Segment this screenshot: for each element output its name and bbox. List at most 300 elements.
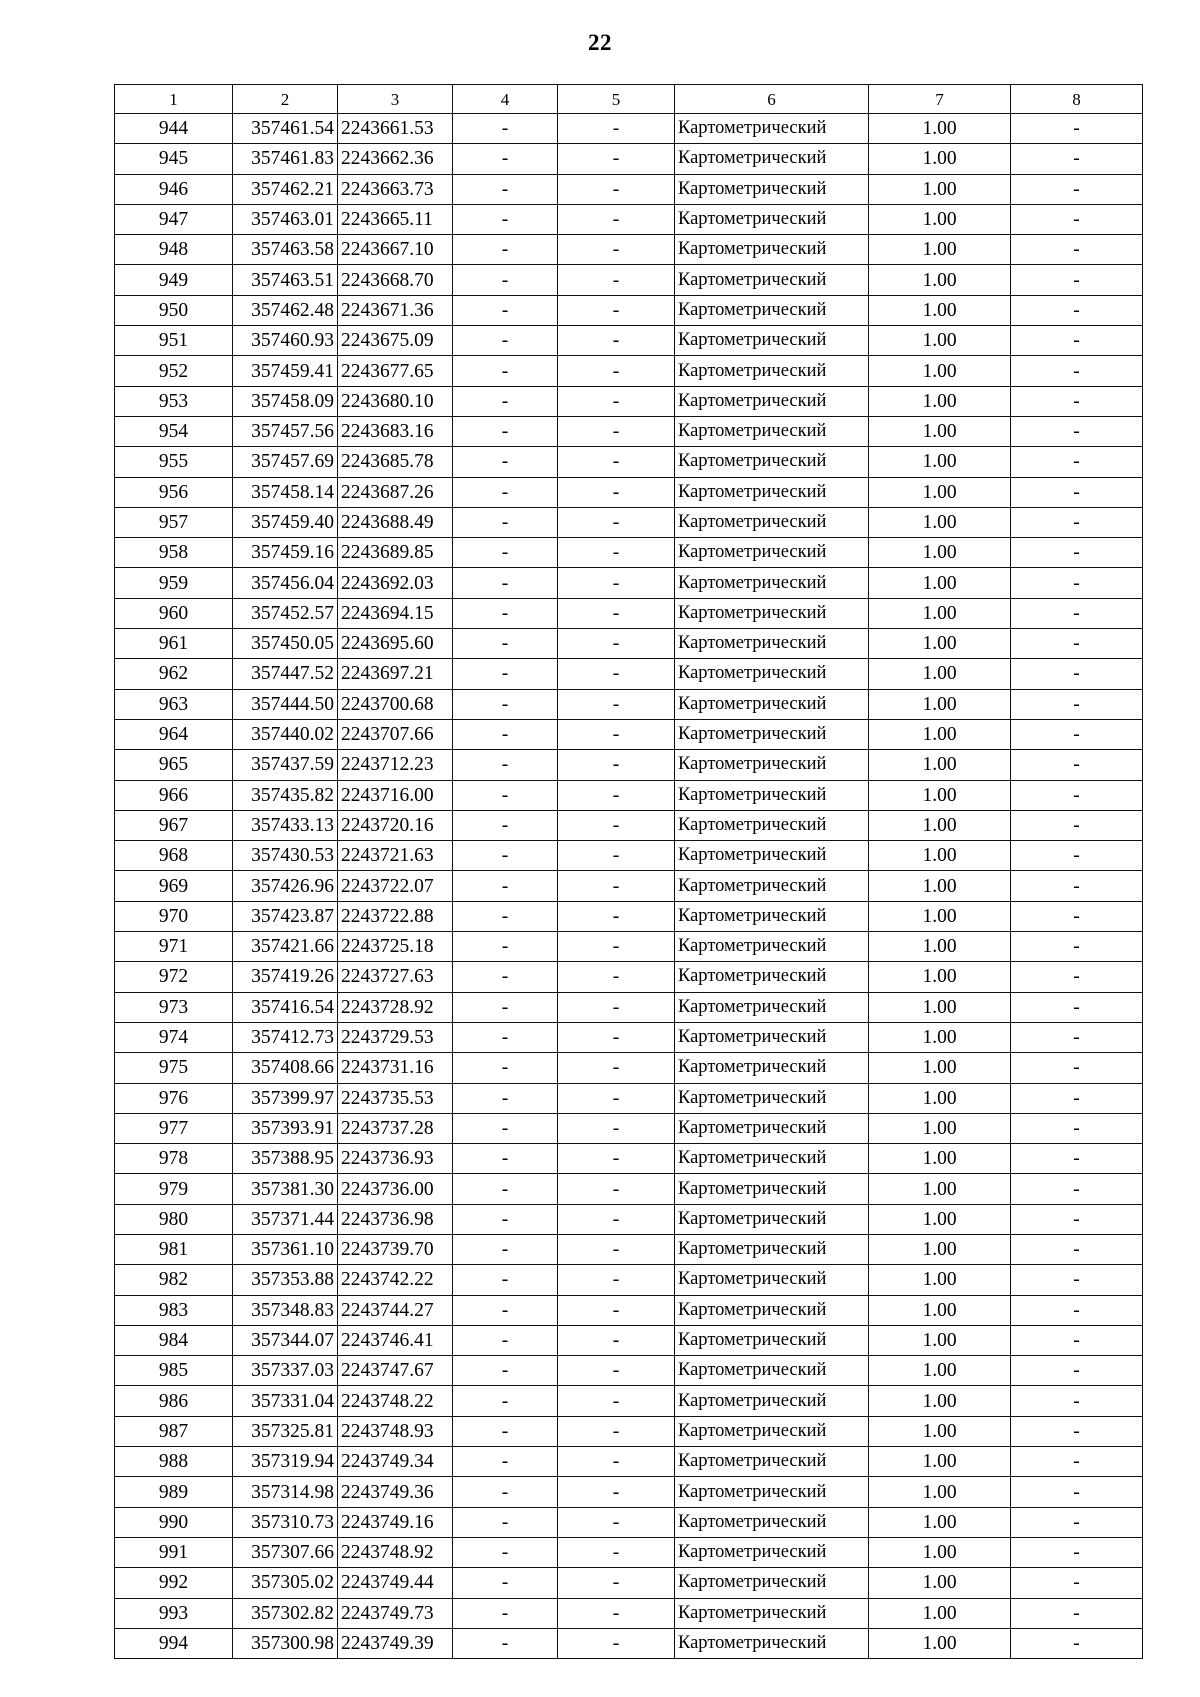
table-row	[115, 477, 1143, 507]
cell-method: Картометрический	[675, 1325, 869, 1355]
table-row	[115, 1477, 1143, 1507]
cell-method: Картометрический	[675, 265, 869, 295]
cell-y-coordinate: 2243667.10	[338, 235, 453, 265]
cell-col-8-value: -	[1011, 477, 1143, 507]
cell-col-4-value: -	[453, 235, 558, 265]
cell-col-8-value: -	[1011, 356, 1143, 386]
cell-method: Картометрический	[675, 447, 869, 477]
cell-accuracy: 1.00	[869, 1053, 1011, 1083]
cell-method: Картометрический	[675, 507, 869, 537]
cell-point-number: 990	[115, 1507, 233, 1537]
cell-point-number: 988	[115, 1447, 233, 1477]
cell-accuracy: 1.00	[869, 871, 1011, 901]
cell-x-coordinate: 357399.97	[233, 1083, 338, 1113]
cell-col-4-value: -	[453, 1416, 558, 1446]
cell-accuracy: 1.00	[869, 629, 1011, 659]
table-row	[115, 1083, 1143, 1113]
cell-x-coordinate: 357412.73	[233, 1022, 338, 1052]
cell-point-number: 966	[115, 780, 233, 810]
cell-col-4-value: -	[453, 932, 558, 962]
cell-col-8-value: -	[1011, 507, 1143, 537]
cell-col-5-value: -	[558, 629, 675, 659]
cell-point-number: 981	[115, 1234, 233, 1264]
cell-y-coordinate: 2243707.66	[338, 719, 453, 749]
cell-col-4-value: -	[453, 962, 558, 992]
table-row	[115, 386, 1143, 416]
cell-point-number: 994	[115, 1628, 233, 1658]
cell-col-5-value: -	[558, 1386, 675, 1416]
cell-point-number: 953	[115, 386, 233, 416]
cell-col-4-value: -	[453, 659, 558, 689]
cell-method: Картометрический	[675, 538, 869, 568]
cell-point-number: 957	[115, 507, 233, 537]
cell-method: Картометрический	[675, 841, 869, 871]
cell-accuracy: 1.00	[869, 1447, 1011, 1477]
cell-x-coordinate: 357461.54	[233, 114, 338, 144]
cell-accuracy: 1.00	[869, 1537, 1011, 1567]
cell-accuracy: 1.00	[869, 750, 1011, 780]
cell-col-5-value: -	[558, 750, 675, 780]
cell-col-5-value: -	[558, 841, 675, 871]
cell-method: Картометрический	[675, 1537, 869, 1567]
cell-accuracy: 1.00	[869, 1507, 1011, 1537]
table-row	[115, 326, 1143, 356]
cell-accuracy: 1.00	[869, 568, 1011, 598]
column-header: 5	[558, 85, 675, 114]
cell-col-4-value: -	[453, 1083, 558, 1113]
cell-y-coordinate: 2243688.49	[338, 507, 453, 537]
table-row	[115, 1628, 1143, 1658]
cell-col-4-value: -	[453, 1113, 558, 1143]
cell-point-number: 958	[115, 538, 233, 568]
cell-method: Картометрический	[675, 1083, 869, 1113]
coordinates-table	[114, 84, 1143, 1659]
cell-method: Картометрический	[675, 901, 869, 931]
table-body	[115, 85, 1143, 1659]
cell-col-8-value: -	[1011, 447, 1143, 477]
cell-x-coordinate: 357314.98	[233, 1477, 338, 1507]
cell-accuracy: 1.00	[869, 1568, 1011, 1598]
cell-col-4-value: -	[453, 1628, 558, 1658]
cell-col-5-value: -	[558, 1265, 675, 1295]
cell-x-coordinate: 357325.81	[233, 1416, 338, 1446]
table-row	[115, 689, 1143, 719]
cell-col-4-value: -	[453, 1507, 558, 1537]
cell-x-coordinate: 357310.73	[233, 1507, 338, 1537]
table-row	[115, 810, 1143, 840]
cell-col-8-value: -	[1011, 1447, 1143, 1477]
cell-col-5-value: -	[558, 1053, 675, 1083]
cell-col-8-value: -	[1011, 568, 1143, 598]
cell-accuracy: 1.00	[869, 659, 1011, 689]
column-header: 2	[233, 85, 338, 114]
cell-point-number: 987	[115, 1416, 233, 1446]
cell-method: Картометрический	[675, 689, 869, 719]
cell-x-coordinate: 357456.04	[233, 568, 338, 598]
cell-method: Картометрический	[675, 235, 869, 265]
cell-method: Картометрический	[675, 1416, 869, 1446]
cell-col-5-value: -	[558, 1568, 675, 1598]
cell-x-coordinate: 357435.82	[233, 780, 338, 810]
cell-y-coordinate: 2243736.00	[338, 1174, 453, 1204]
cell-col-5-value: -	[558, 447, 675, 477]
cell-method: Картометрический	[675, 629, 869, 659]
table-row	[115, 1204, 1143, 1234]
cell-y-coordinate: 2243697.21	[338, 659, 453, 689]
cell-col-8-value: -	[1011, 780, 1143, 810]
cell-y-coordinate: 2243663.73	[338, 174, 453, 204]
cell-col-5-value: -	[558, 871, 675, 901]
table-row	[115, 144, 1143, 174]
cell-accuracy: 1.00	[869, 1174, 1011, 1204]
cell-col-4-value: -	[453, 1022, 558, 1052]
cell-accuracy: 1.00	[869, 326, 1011, 356]
cell-col-5-value: -	[558, 326, 675, 356]
cell-y-coordinate: 2243662.36	[338, 144, 453, 174]
cell-col-4-value: -	[453, 871, 558, 901]
table-row	[115, 265, 1143, 295]
cell-y-coordinate: 2243737.28	[338, 1113, 453, 1143]
cell-col-4-value: -	[453, 992, 558, 1022]
table-row	[115, 1356, 1143, 1386]
cell-col-4-value: -	[453, 1174, 558, 1204]
cell-accuracy: 1.00	[869, 1628, 1011, 1658]
cell-accuracy: 1.00	[869, 1295, 1011, 1325]
cell-x-coordinate: 357300.98	[233, 1628, 338, 1658]
cell-method: Картометрический	[675, 114, 869, 144]
cell-method: Картометрический	[675, 1356, 869, 1386]
cell-col-5-value: -	[558, 1204, 675, 1234]
cell-y-coordinate: 2243716.00	[338, 780, 453, 810]
cell-col-8-value: -	[1011, 235, 1143, 265]
cell-point-number: 952	[115, 356, 233, 386]
table-row	[115, 447, 1143, 477]
cell-col-5-value: -	[558, 144, 675, 174]
cell-method: Картометрический	[675, 598, 869, 628]
cell-col-4-value: -	[453, 1053, 558, 1083]
cell-col-4-value: -	[453, 598, 558, 628]
cell-accuracy: 1.00	[869, 1204, 1011, 1234]
table-header-row	[115, 85, 1143, 114]
cell-col-5-value: -	[558, 1447, 675, 1477]
cell-y-coordinate: 2243700.68	[338, 689, 453, 719]
cell-col-4-value: -	[453, 174, 558, 204]
cell-y-coordinate: 2243687.26	[338, 477, 453, 507]
cell-col-8-value: -	[1011, 144, 1143, 174]
cell-point-number: 960	[115, 598, 233, 628]
cell-col-8-value: -	[1011, 174, 1143, 204]
cell-point-number: 965	[115, 750, 233, 780]
table-row	[115, 841, 1143, 871]
cell-y-coordinate: 2243665.11	[338, 204, 453, 234]
cell-col-5-value: -	[558, 1628, 675, 1658]
cell-accuracy: 1.00	[869, 1386, 1011, 1416]
cell-col-5-value: -	[558, 810, 675, 840]
cell-col-4-value: -	[453, 386, 558, 416]
cell-col-4-value: -	[453, 568, 558, 598]
table-row	[115, 719, 1143, 749]
cell-col-4-value: -	[453, 689, 558, 719]
cell-x-coordinate: 357444.50	[233, 689, 338, 719]
cell-method: Картометрический	[675, 295, 869, 325]
cell-col-5-value: -	[558, 174, 675, 204]
cell-x-coordinate: 357463.51	[233, 265, 338, 295]
cell-accuracy: 1.00	[869, 841, 1011, 871]
table-row	[115, 1022, 1143, 1052]
cell-col-4-value: -	[453, 507, 558, 537]
cell-point-number: 951	[115, 326, 233, 356]
cell-col-8-value: -	[1011, 265, 1143, 295]
table-row	[115, 750, 1143, 780]
cell-col-5-value: -	[558, 1234, 675, 1264]
cell-point-number: 967	[115, 810, 233, 840]
cell-method: Картометрический	[675, 871, 869, 901]
cell-accuracy: 1.00	[869, 719, 1011, 749]
cell-point-number: 962	[115, 659, 233, 689]
cell-y-coordinate: 2243675.09	[338, 326, 453, 356]
cell-col-4-value: -	[453, 1325, 558, 1355]
table-row	[115, 1447, 1143, 1477]
cell-x-coordinate: 357459.16	[233, 538, 338, 568]
cell-col-4-value: -	[453, 1568, 558, 1598]
cell-col-8-value: -	[1011, 1356, 1143, 1386]
cell-col-8-value: -	[1011, 1113, 1143, 1143]
cell-x-coordinate: 357381.30	[233, 1174, 338, 1204]
cell-accuracy: 1.00	[869, 1113, 1011, 1143]
cell-method: Картометрический	[675, 1386, 869, 1416]
cell-point-number: 986	[115, 1386, 233, 1416]
cell-col-4-value: -	[453, 901, 558, 931]
cell-accuracy: 1.00	[869, 447, 1011, 477]
cell-accuracy: 1.00	[869, 356, 1011, 386]
cell-col-8-value: -	[1011, 719, 1143, 749]
cell-y-coordinate: 2243748.22	[338, 1386, 453, 1416]
cell-x-coordinate: 357388.95	[233, 1144, 338, 1174]
cell-y-coordinate: 2243692.03	[338, 568, 453, 598]
cell-col-8-value: -	[1011, 1325, 1143, 1355]
cell-method: Картометрический	[675, 1568, 869, 1598]
cell-col-8-value: -	[1011, 598, 1143, 628]
cell-method: Картометрический	[675, 1234, 869, 1264]
cell-x-coordinate: 357423.87	[233, 901, 338, 931]
cell-method: Картометрический	[675, 1204, 869, 1234]
cell-point-number: 963	[115, 689, 233, 719]
cell-x-coordinate: 357460.93	[233, 326, 338, 356]
cell-accuracy: 1.00	[869, 932, 1011, 962]
cell-col-5-value: -	[558, 1113, 675, 1143]
cell-col-8-value: -	[1011, 932, 1143, 962]
cell-col-5-value: -	[558, 1356, 675, 1386]
cell-y-coordinate: 2243736.98	[338, 1204, 453, 1234]
cell-x-coordinate: 357437.59	[233, 750, 338, 780]
table-row	[115, 1568, 1143, 1598]
cell-point-number: 974	[115, 1022, 233, 1052]
cell-method: Картометрический	[675, 962, 869, 992]
cell-col-8-value: -	[1011, 689, 1143, 719]
cell-col-5-value: -	[558, 1022, 675, 1052]
cell-col-8-value: -	[1011, 326, 1143, 356]
cell-accuracy: 1.00	[869, 1325, 1011, 1355]
cell-accuracy: 1.00	[869, 780, 1011, 810]
cell-col-5-value: -	[558, 689, 675, 719]
table-row	[115, 235, 1143, 265]
cell-y-coordinate: 2243748.93	[338, 1416, 453, 1446]
cell-col-5-value: -	[558, 538, 675, 568]
cell-y-coordinate: 2243661.53	[338, 114, 453, 144]
cell-point-number: 993	[115, 1598, 233, 1628]
cell-y-coordinate: 2243721.63	[338, 841, 453, 871]
cell-col-4-value: -	[453, 1386, 558, 1416]
table-row	[115, 114, 1143, 144]
cell-col-4-value: -	[453, 1144, 558, 1174]
cell-y-coordinate: 2243671.36	[338, 295, 453, 325]
table-row	[115, 1598, 1143, 1628]
cell-method: Картометрический	[675, 477, 869, 507]
cell-col-5-value: -	[558, 1174, 675, 1204]
cell-point-number: 973	[115, 992, 233, 1022]
cell-x-coordinate: 357416.54	[233, 992, 338, 1022]
table-row	[115, 1113, 1143, 1143]
cell-col-4-value: -	[453, 1598, 558, 1628]
table-row	[115, 1325, 1143, 1355]
cell-y-coordinate: 2243683.16	[338, 416, 453, 446]
cell-x-coordinate: 357371.44	[233, 1204, 338, 1234]
cell-method: Картометрический	[675, 416, 869, 446]
cell-x-coordinate: 357458.14	[233, 477, 338, 507]
cell-x-coordinate: 357337.03	[233, 1356, 338, 1386]
cell-method: Картометрический	[675, 1628, 869, 1658]
cell-method: Картометрический	[675, 1477, 869, 1507]
cell-point-number: 978	[115, 1144, 233, 1174]
cell-y-coordinate: 2243677.65	[338, 356, 453, 386]
cell-col-8-value: -	[1011, 1477, 1143, 1507]
cell-method: Картометрический	[675, 932, 869, 962]
cell-accuracy: 1.00	[869, 1356, 1011, 1386]
cell-y-coordinate: 2243749.39	[338, 1628, 453, 1658]
cell-col-5-value: -	[558, 265, 675, 295]
cell-x-coordinate: 357344.07	[233, 1325, 338, 1355]
table-row	[115, 1174, 1143, 1204]
cell-method: Картометрический	[675, 1053, 869, 1083]
cell-point-number: 989	[115, 1477, 233, 1507]
cell-col-8-value: -	[1011, 1416, 1143, 1446]
table-row	[115, 538, 1143, 568]
cell-accuracy: 1.00	[869, 386, 1011, 416]
cell-x-coordinate: 357393.91	[233, 1113, 338, 1143]
cell-accuracy: 1.00	[869, 598, 1011, 628]
table-row	[115, 416, 1143, 446]
cell-point-number: 947	[115, 204, 233, 234]
cell-col-8-value: -	[1011, 962, 1143, 992]
cell-y-coordinate: 2243736.93	[338, 1144, 453, 1174]
table-row	[115, 1416, 1143, 1446]
cell-x-coordinate: 357457.56	[233, 416, 338, 446]
table-row	[115, 295, 1143, 325]
cell-col-4-value: -	[453, 841, 558, 871]
column-header: 4	[453, 85, 558, 114]
cell-point-number: 983	[115, 1295, 233, 1325]
table-row	[115, 507, 1143, 537]
cell-col-4-value: -	[453, 810, 558, 840]
cell-x-coordinate: 357361.10	[233, 1234, 338, 1264]
table-row	[115, 871, 1143, 901]
cell-accuracy: 1.00	[869, 295, 1011, 325]
cell-point-number: 944	[115, 114, 233, 144]
cell-col-8-value: -	[1011, 1568, 1143, 1598]
cell-point-number: 982	[115, 1265, 233, 1295]
cell-accuracy: 1.00	[869, 1083, 1011, 1113]
cell-col-5-value: -	[558, 1295, 675, 1325]
cell-point-number: 975	[115, 1053, 233, 1083]
cell-accuracy: 1.00	[869, 174, 1011, 204]
cell-y-coordinate: 2243735.53	[338, 1083, 453, 1113]
cell-col-4-value: -	[453, 1265, 558, 1295]
cell-accuracy: 1.00	[869, 1265, 1011, 1295]
cell-accuracy: 1.00	[869, 265, 1011, 295]
cell-x-coordinate: 357462.21	[233, 174, 338, 204]
cell-col-5-value: -	[558, 477, 675, 507]
cell-y-coordinate: 2243728.92	[338, 992, 453, 1022]
cell-col-4-value: -	[453, 265, 558, 295]
cell-method: Картометрический	[675, 1598, 869, 1628]
cell-x-coordinate: 357463.58	[233, 235, 338, 265]
cell-x-coordinate: 357348.83	[233, 1295, 338, 1325]
cell-col-4-value: -	[453, 477, 558, 507]
cell-method: Картометрический	[675, 1447, 869, 1477]
table-row	[115, 1537, 1143, 1567]
cell-method: Картометрический	[675, 568, 869, 598]
cell-point-number: 948	[115, 235, 233, 265]
cell-col-8-value: -	[1011, 659, 1143, 689]
cell-method: Картометрический	[675, 1174, 869, 1204]
cell-col-4-value: -	[453, 204, 558, 234]
cell-x-coordinate: 357319.94	[233, 1447, 338, 1477]
cell-col-4-value: -	[453, 295, 558, 325]
cell-x-coordinate: 357408.66	[233, 1053, 338, 1083]
cell-col-5-value: -	[558, 114, 675, 144]
table-row	[115, 356, 1143, 386]
cell-point-number: 992	[115, 1568, 233, 1598]
cell-col-4-value: -	[453, 1447, 558, 1477]
cell-col-4-value: -	[453, 538, 558, 568]
page-number: 22	[588, 30, 612, 55]
cell-x-coordinate: 357305.02	[233, 1568, 338, 1598]
cell-y-coordinate: 2243748.92	[338, 1537, 453, 1567]
cell-y-coordinate: 2243731.16	[338, 1053, 453, 1083]
cell-y-coordinate: 2243746.41	[338, 1325, 453, 1355]
cell-method: Картометрический	[675, 356, 869, 386]
cell-x-coordinate: 357461.83	[233, 144, 338, 174]
cell-col-5-value: -	[558, 780, 675, 810]
cell-col-4-value: -	[453, 356, 558, 386]
cell-x-coordinate: 357463.01	[233, 204, 338, 234]
cell-y-coordinate: 2243720.16	[338, 810, 453, 840]
cell-y-coordinate: 2243725.18	[338, 932, 453, 962]
cell-col-8-value: -	[1011, 1507, 1143, 1537]
cell-col-5-value: -	[558, 1477, 675, 1507]
cell-point-number: 979	[115, 1174, 233, 1204]
cell-method: Картометрический	[675, 719, 869, 749]
cell-col-4-value: -	[453, 1234, 558, 1264]
cell-col-8-value: -	[1011, 1386, 1143, 1416]
cell-point-number: 977	[115, 1113, 233, 1143]
cell-x-coordinate: 357457.69	[233, 447, 338, 477]
cell-col-5-value: -	[558, 1537, 675, 1567]
cell-col-8-value: -	[1011, 204, 1143, 234]
cell-y-coordinate: 2243739.70	[338, 1234, 453, 1264]
cell-y-coordinate: 2243747.67	[338, 1356, 453, 1386]
cell-accuracy: 1.00	[869, 810, 1011, 840]
